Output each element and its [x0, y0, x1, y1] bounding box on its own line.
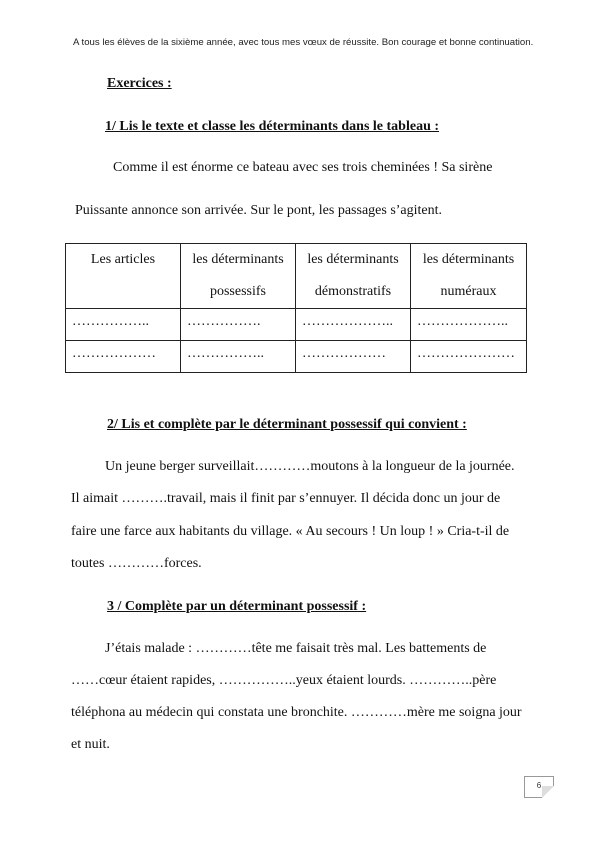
exercise-1-text-line: Comme il est énorme ce bateau avec ses trois cheminées ! Sa sirène: [113, 160, 493, 175]
exercise-2-text-line: toutes …………forces.: [71, 556, 202, 571]
exercise-3-text-line: et nuit.: [71, 737, 110, 752]
header-articles: Les articles: [66, 244, 181, 309]
exercise-3-text-line: J’étais malade : …………tête me faisait très mal. Les battements de: [105, 641, 487, 656]
header-numeraux: les déterminants numéraux: [411, 244, 527, 309]
exercise-3-text-line: ……cœur étaient rapides, ……………..yeux étaient lourds. …………..père: [71, 673, 497, 688]
page-number: 6: [524, 776, 554, 798]
exercise-3-text-line: téléphona au médecin qui constata une bronchite. …………mère me soigna jour: [71, 705, 522, 720]
header-demonstratifs: les déterminants démonstratifs: [296, 244, 411, 309]
determinants-table: [65, 243, 527, 373]
exercise-1-text-line: Puissante annonce son arrivée. Sur le pont, les passages s’agitent.: [75, 203, 443, 218]
exercise-2-title: 2/ Lis et complète par le déterminant possessif qui convient :: [107, 417, 467, 432]
exercise-1-title: 1/ Lis le texte et classe les déterminants dans le tableau :: [105, 119, 440, 134]
answer-blank[interactable]: …………………: [411, 341, 527, 373]
table-header-row: [66, 244, 527, 309]
answer-blank[interactable]: ………………: [66, 341, 181, 373]
table-row: [66, 341, 527, 373]
answer-blank[interactable]: ………………..: [296, 309, 411, 341]
answer-blank[interactable]: ………………..: [411, 309, 527, 341]
table-row: [66, 309, 527, 341]
dedication-header: A tous les élèves de la sixième année, avec tous mes vœux de réussite. Bon courage et bonne continuation.: [73, 37, 534, 48]
exercise-2-text-line: Il aimait ……….travail, mais il finit par s’ennuyer. Il décida donc un jour de: [71, 491, 501, 506]
answer-blank[interactable]: ………………: [296, 341, 411, 373]
answer-blank[interactable]: ……………..: [66, 309, 181, 341]
header-possessifs: les déterminants possessifs: [181, 244, 296, 309]
exercise-2-text-line: faire une farce aux habitants du village. « Au secours ! Un loup ! » Cria-t-il de: [71, 524, 510, 539]
answer-blank[interactable]: …………….: [181, 309, 296, 341]
answer-blank[interactable]: ……………..: [181, 341, 296, 373]
exercise-2-text-line: Un jeune berger surveillait…………moutons à la longueur de la journée.: [105, 459, 515, 474]
section-title: Exercices :: [107, 76, 172, 91]
exercise-3-title: 3 / Complète par un déterminant possessif :: [107, 599, 367, 614]
